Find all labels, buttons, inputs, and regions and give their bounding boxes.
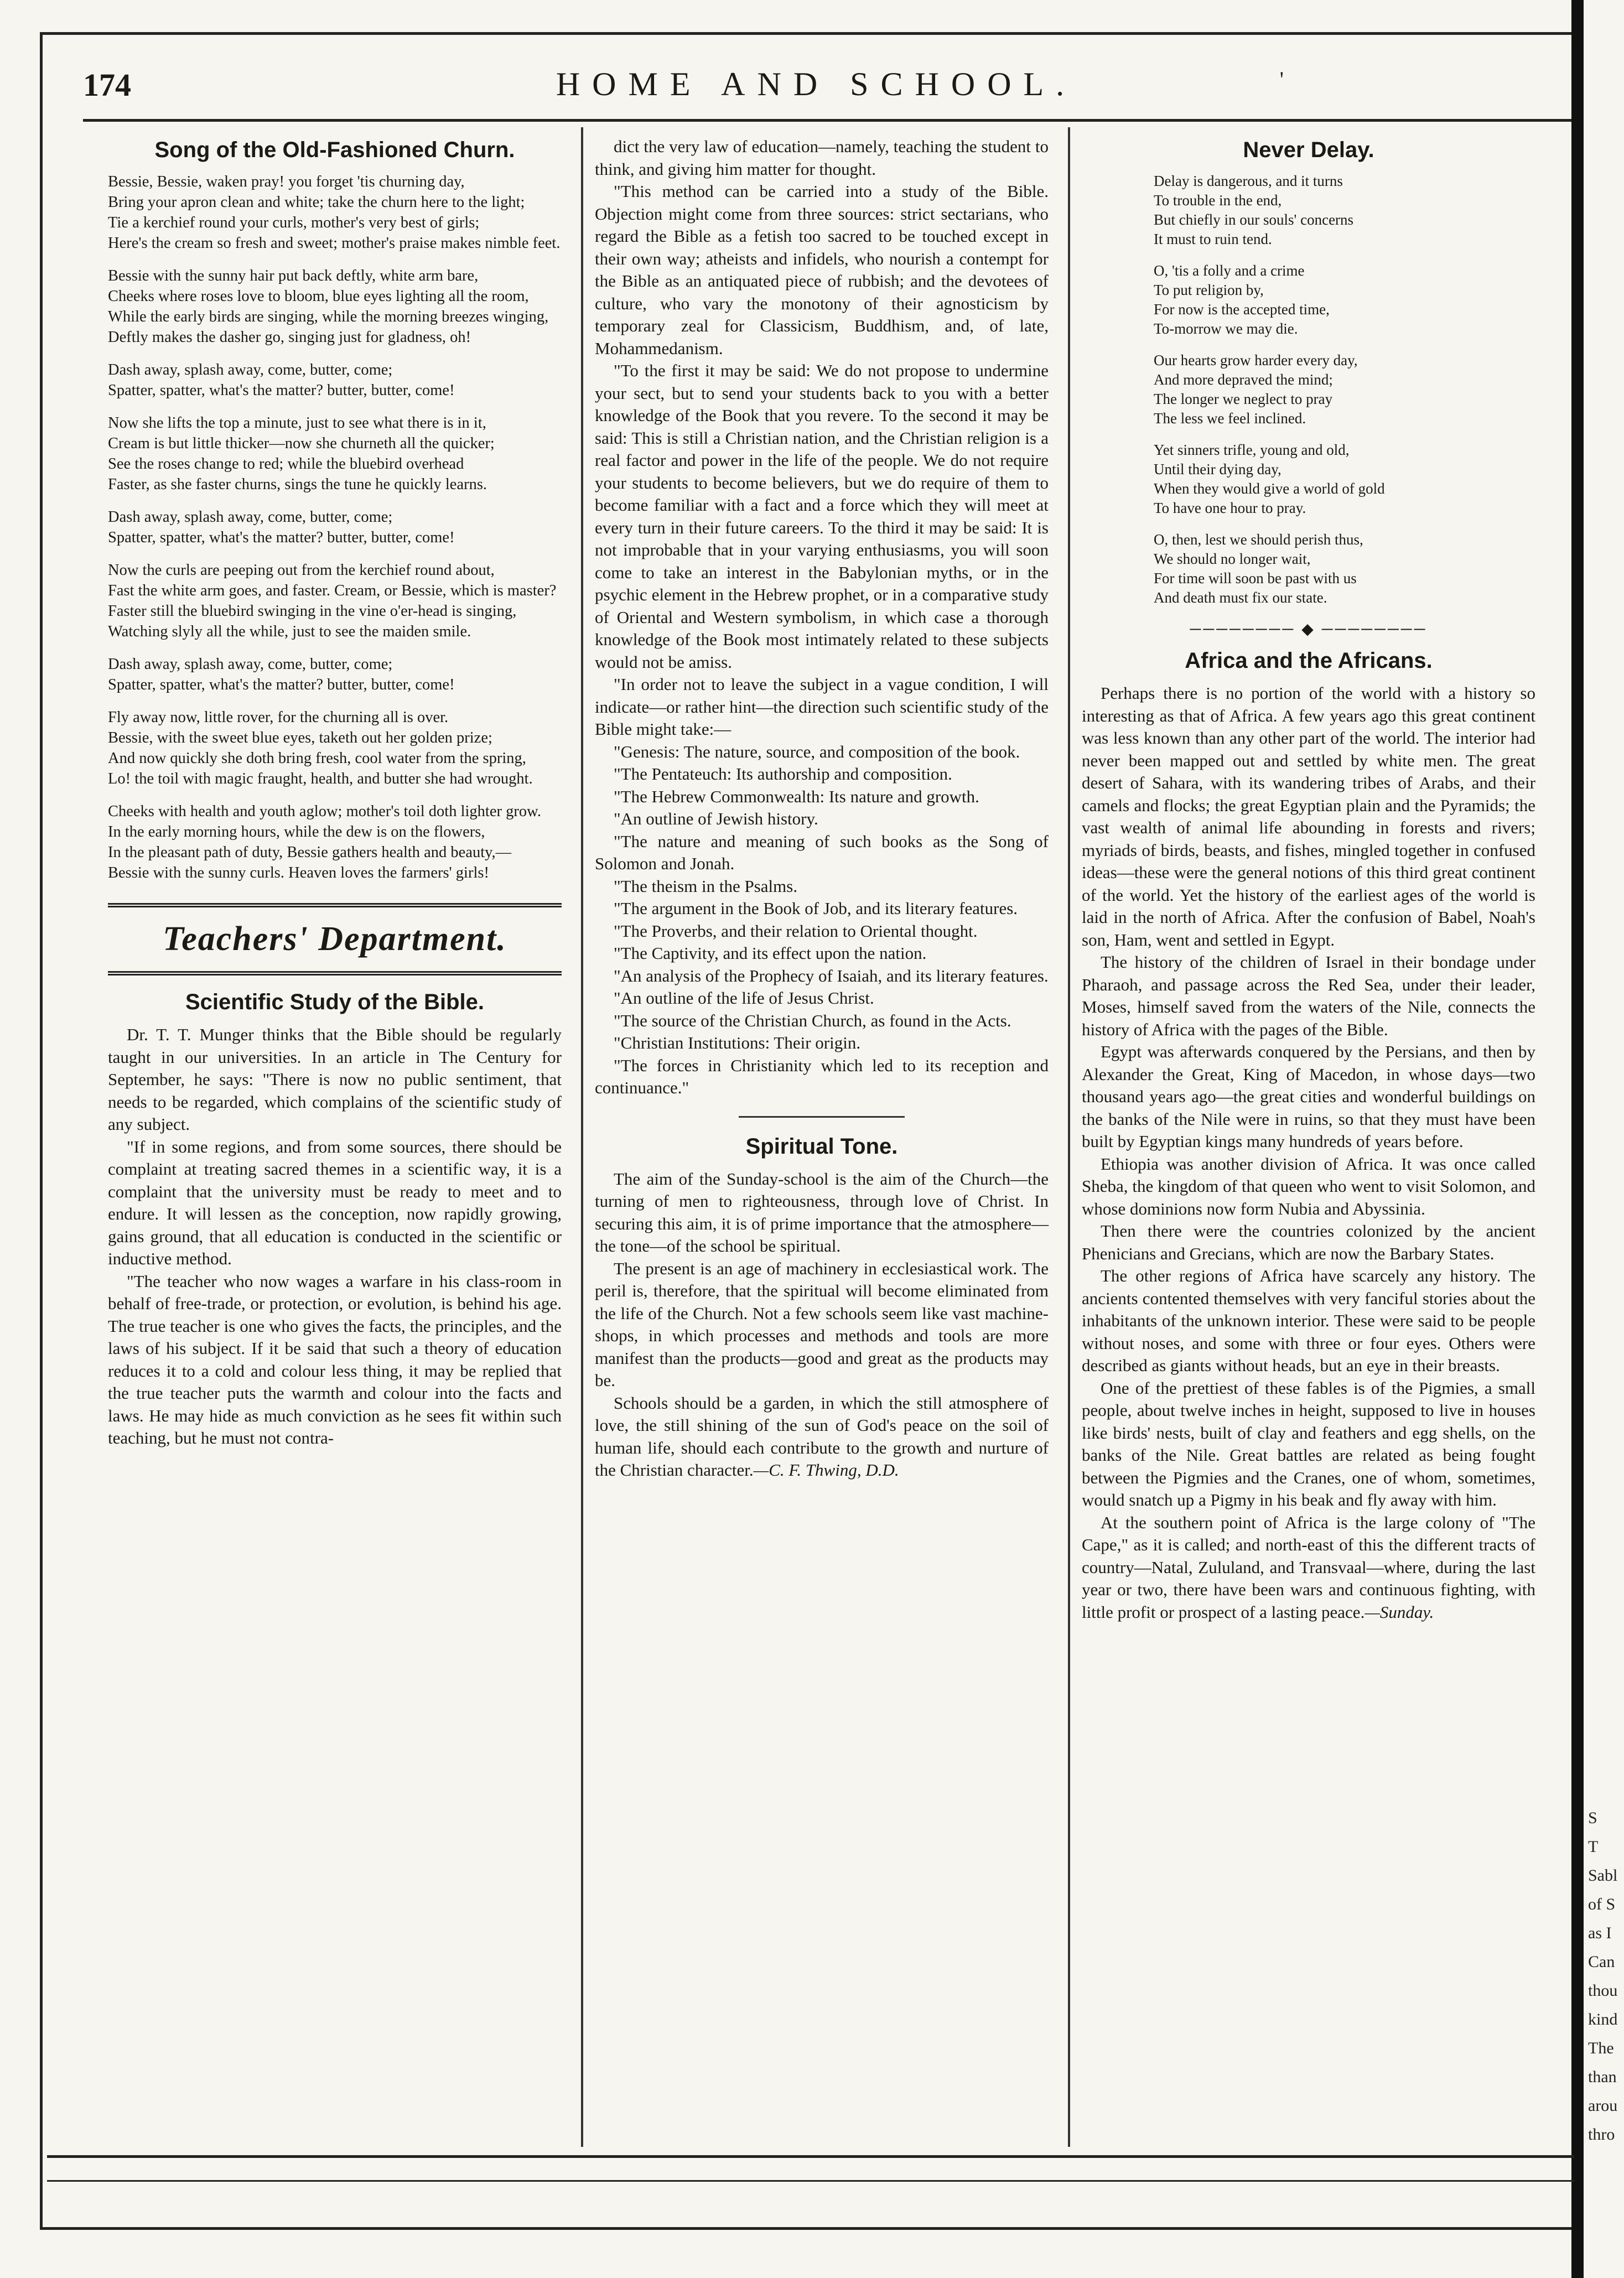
poem-line: Bessie, with the sweet blue eyes, taketh out her golden prize; [108, 729, 492, 746]
column-1 [108, 136, 562, 1450]
poem-line: Bessie with the sunny hair put back deftly, white arm bare, [108, 267, 479, 284]
page-header [83, 61, 1549, 111]
poem-line: Bessie, Bessie, waken pray! you forget 'tis churning day, [108, 173, 465, 190]
stanza [108, 413, 562, 495]
article-title: Spiritual Tone. [745, 1134, 898, 1159]
paragraph: "An outline of Jewish history. [614, 809, 818, 828]
paragraph: "This method can be carried into a study of the Bible. Objection might come from three sources: strict sectarians, who regard the Bible as a fetish too sacred to be touched except in their own way; atheists and infidels, who nourish a contempt for the Bible as an antiquated piece of rubbish; and the devotees of culture, who vary the monotony of their agnosticism by temporary zeal for Classicism, Buddhism, and, of late, Mohammedanism. [595, 181, 1049, 358]
paragraph: Then there were the countries colonized by the ancient Phenicians and Grecians, which are now the Barbary States. [1082, 1221, 1535, 1263]
poem-line: And more depraved the mind; [1154, 371, 1333, 388]
stanza [108, 172, 562, 253]
section-divider [739, 1116, 905, 1118]
paragraph: "An outline of the life of Jesus Christ. [614, 988, 874, 1008]
poem-line: See the roses change to red; while the bluebird overhead [108, 455, 464, 473]
edge-fragment: The [1588, 2039, 1614, 2057]
stanza [108, 507, 562, 548]
article-title: Scientific Study of the Bible. [185, 990, 485, 1014]
poem-line: And now quickly she doth bring fresh, cool water from the spring, [108, 750, 526, 767]
poem-line: Until their dying day, [1154, 461, 1281, 478]
column-2 [595, 136, 1049, 1482]
article-title: Africa and the Africans. [1185, 648, 1433, 673]
edge-fragment: Can [1588, 1953, 1615, 1971]
page-number: 174 [83, 67, 131, 103]
edge-fragment: as I [1588, 1924, 1612, 1942]
stanza [108, 654, 562, 695]
paragraph: "Christian Institutions: Their origin. [614, 1033, 861, 1052]
edge-fragment: thou [1588, 1981, 1618, 2000]
binding-edge [1571, 0, 1584, 2278]
poem-line: Bessie with the sunny curls. Heaven loves the farmers' girls! [108, 864, 489, 881]
paragraph: "The forces in Christianity which led to its reception and continuance." [595, 1055, 1049, 1097]
column-rule [581, 127, 583, 2147]
poem-line: Cheeks where roses love to bloom, blue eyes lighting all the room, [108, 288, 529, 305]
poem-line: Cheeks with health and youth aglow; mother's toil doth lighter grow. [108, 803, 541, 820]
paragraph: The history of the children of Israel in their bondage under Pharaoh, and passage across the Red Sea, under their leader, Moses, himself saved from the waters of the Nile, connects the history of Africa with the pages of the Bible. [1082, 952, 1535, 1039]
paragraph: Egypt was afterwards conquered by the Persians, and then by Alexander the Great, King of Macedon, in whose days—two thousand years ago—the great cities and wonderful buildings on the banks of the Nile were in ruins, so that they must have been built by Egyptian kings many hundreds of years before. [1082, 1042, 1535, 1151]
stanza [1154, 261, 1535, 339]
poem-line: We should no longer wait, [1154, 551, 1311, 567]
poem-line: To have one hour to pray. [1154, 500, 1306, 516]
topic-list [595, 741, 1049, 1099]
poem-title: Song of the Old-Fashioned Churn. [154, 138, 515, 162]
poem-line: For now is the accepted time, [1154, 301, 1330, 318]
poem-line: Now she lifts the top a minute, just to see what there is in it, [108, 414, 486, 432]
edge-fragment: S [1588, 1809, 1597, 1827]
edge-fragment: kind [1588, 2010, 1618, 2028]
stanza [108, 560, 562, 642]
paragraph: "In order not to leave the subject in a vague condition, I will indicate—or rather hint—the direction such scientific study of the Bible might take:— [595, 674, 1049, 739]
poem-line: Here's the cream so fresh and sweet; mother's praise makes nimble feet. [108, 235, 561, 252]
paragraph: "An analysis of the Prophecy of Isaiah, and its literary features. [614, 966, 1049, 985]
stanza [1154, 440, 1535, 518]
paragraph: dict the very law of education—namely, teaching the student to think, and giving him matter for thought. [595, 137, 1049, 179]
header-rule [83, 119, 1571, 122]
poem-line: The less we feel inclined. [1154, 410, 1306, 427]
poem-line: Faster still the bluebird swinging in the vine o'er-head is singing, [108, 603, 517, 620]
paragraph: Perhaps there is no portion of the world with a history so interesting as that of Africa. A few years ago this great continent was less known than any other part of the world. The interior had never been mapped out and settled by white men. The great desert of Sahara, with its wandering tribes of Arabs, and their camels and flocks; the great Egyptian plain and the Pyramids; the vast wealth of animal life abounding in forests and rivers; myriads of birds, beasts, and fishes, mingled together in confused ideas—these were the general notions of this third great continent of the world. Yet the history of the earliest ages of the world is laid in the north of Africa. After the confusion of Babel, Noah's son, Ham, went and settled in Egypt. [1082, 683, 1535, 949]
poem-line: When they would give a world of gold [1154, 480, 1385, 497]
stanza [108, 707, 562, 789]
adjacent-page-strip [1588, 1804, 1621, 2149]
poem-title: Never Delay. [1243, 138, 1374, 162]
paragraph: The present is an age of machinery in ecclesiastical work. The peril is, therefore, that the spiritual will become eliminated from the life of the Church. Not a few schools seem like vast machine-shops, in which processes and methods and tools are more manifest than the products—good and great as the products may be. [595, 1258, 1049, 1390]
paragraph: "The source of the Christian Church, as found in the Acts. [614, 1010, 1011, 1030]
edge-fragment: Sabl [1588, 1866, 1618, 1885]
paragraph: "The argument in the Book of Job, and its literary features. [614, 899, 1018, 918]
poem-line: Delay is dangerous, and it turns [1154, 173, 1343, 189]
stanza [108, 801, 562, 883]
paragraph: Dr. T. T. Munger thinks that the Bible should be regularly taught in our universities. In an article in The Century for September, he says: "There is now no public sentiment, that needs to be regarded, which complains of the scientific study of any subject. [108, 1025, 562, 1134]
department-heading: Teachers' Department. [108, 903, 562, 975]
article-continuation [595, 136, 1049, 741]
header-mark: ' [1279, 67, 1284, 92]
stanza [108, 266, 562, 347]
poem-line: To trouble in the end, [1154, 192, 1282, 209]
poem-line: In the early morning hours, while the dew is on the flowers, [108, 823, 485, 840]
paragraph: At the southern point of Africa is the large colony of "The Cape," as it is called; and north-east of this the different tracts of country—Natal, Zululand, and Transvaal—where, during the last year or two, there have been wars and continuous fighting, with little profit or prospect of a lasting peace.—Sunday. [1082, 1512, 1535, 1622]
poem-line: It must to ruin tend. [1154, 231, 1272, 247]
poem-line: Now the curls are peeping out from the kerchief round about, [108, 562, 495, 579]
poem-line: Our hearts grow harder every day, [1154, 352, 1358, 369]
paragraph: Schools should be a garden, in which the still atmosphere of love, the still shining of the sun of God's peace on the soil of human life, should each contribute to the growth and nurture of the Christian character.—C. F. Thwing, D.D. [595, 1393, 1049, 1480]
poem-line: While the early birds are singing, while the morning breezes winging, [108, 308, 549, 325]
paragraph: "The Pentateuch: Its authorship and composition. [614, 764, 952, 783]
edge-fragment: of S [1588, 1895, 1616, 1913]
edge-fragment: arou [1588, 2097, 1618, 2115]
stanza [1154, 530, 1535, 608]
stanza [108, 360, 562, 401]
paragraph: "To the first it may be said: We do not propose to undermine your sect, but to send your students back to you with a better knowledge of the Book that you revere. To the second it may be said: This is still a Christian nation, and the Christian religion is a real factor and power in the life of the people. We do not require your students to become believers, but we do require of them to become familiar with a fact and a force which they will meet at every turn in their future careers. To the third it may be said: It is not improbable that in your varying enthusiasms, you will soon come to take an interest in the Babylonian myths, or in the psychic element in the Hebrew prophet, or in a comparative study of Oriental and Western symbolism, in which case a thorough knowledge of the Book most intimately related to these subjects would not be amiss. [595, 361, 1049, 672]
article-body [108, 1024, 562, 1450]
paragraph: The other regions of Africa have scarcely any history. The ancients contented themselves with very fanciful stories about the inhabitants of the unknown interior. These were said to be people without noses, and some with three or four eyes. Others were described as giants without heads, but an eye in their breasts. [1082, 1266, 1535, 1375]
poem-line: In the pleasant path of duty, Bessie gathers health and beauty,— [108, 844, 512, 861]
poem-line: Faster, as she faster churns, sings the tune he quickly learns. [108, 476, 487, 493]
paragraph: Ethiopia was another division of Africa. It was once called Sheba, the kingdom of that queen who went to visit Solomon, and whose dominions now form Nubia and Abyssinia. [1082, 1154, 1535, 1218]
poem-line: Deftly makes the dasher go, singing just for gladness, oh! [108, 329, 471, 346]
edge-fragment: than [1588, 2068, 1617, 2086]
poem-line: For time will soon be past with us [1154, 570, 1357, 587]
poem-line: Dash away, splash away, come, butter, come; [108, 508, 393, 526]
edge-fragment: thro [1588, 2125, 1615, 2144]
poem-line: But chiefly in our souls' concerns [1154, 211, 1354, 228]
poem-line: O, then, lest we should perish thus, [1154, 531, 1363, 548]
paragraph: "The theism in the Psalms. [614, 876, 798, 896]
paragraph: "The nature and meaning of such books as the Song of Solomon and Jonah. [595, 831, 1049, 873]
running-title: HOME AND SCHOOL. [556, 66, 1077, 102]
attribution: —C. F. Thwing, D.D. [753, 1460, 899, 1480]
column-3 [1082, 136, 1535, 1623]
poem-line: O, 'tis a folly and a crime [1154, 262, 1305, 279]
edge-fragment: T [1588, 1838, 1599, 1856]
poem-line: Fly away now, little rover, for the churning all is over. [108, 709, 449, 726]
poem-line: Dash away, splash away, come, butter, come; [108, 656, 393, 673]
poem-line: To put religion by, [1154, 282, 1264, 298]
ornament-divider: ──────── ◆ ──────── [1190, 621, 1428, 638]
article-body [595, 1168, 1049, 1482]
poem-line: Spatter, spatter, what's the matter? butter, butter, come! [108, 676, 455, 693]
poem-line: Tie a kerchief round your curls, mother's very best of girls; [108, 214, 480, 231]
paragraph: One of the prettiest of these fables is of the Pigmies, a small people, about twelve inches in height, supposed to live in houses like birds' nests, built of clay and feathers and egg shells, on the banks of the Nile. Great battles are related as being fought between the Pigmies and the Cranes, one of whom, sometimes, would snatch up a Pigmy in his beak and fly away with him. [1082, 1378, 1535, 1509]
paragraph: "The teacher who now wages a warfare in his class-room in behalf of free-trade, or protection, or evolution, is behind his age. The true teacher is one who gives the facts, the principles, and the laws of his subject. If it be said that such a theory of education reduces it to a cold and colour less thing, it may be replied that the true teacher puts the warmth and colour into the facts and laws. He may hide as much conviction as he sees fit within such teaching, but he must not contra- [108, 1271, 562, 1447]
poem-line: Watching slyly all the while, just to see the maiden smile. [108, 623, 471, 640]
column-rule [1068, 127, 1070, 2147]
poem-line: The longer we neglect to pray [1154, 391, 1333, 407]
article-body [1082, 682, 1535, 1623]
poem-line: Lo! the toil with magic fraught, health, and butter she had wrought. [108, 770, 533, 787]
paragraph: "The Proverbs, and their relation to Oriental thought. [614, 921, 978, 941]
poem-body [1082, 172, 1535, 608]
paragraph: The aim of the Sunday-school is the aim of the Church—the turning of men to righteousness, through love of Christ. In securing this aim, it is of prime importance that the atmosphere—the tone—of the school be spiritual. [595, 1169, 1049, 1255]
poem-line: Yet sinners trifle, young and old, [1154, 442, 1350, 458]
poem-line: And death must fix our state. [1154, 589, 1327, 606]
poem-line: Cream is but little thicker—now she churneth all the quicker; [108, 435, 495, 452]
stanza [1154, 351, 1535, 428]
poem-line: Spatter, spatter, what's the matter? butter, butter, come! [108, 529, 455, 546]
poem-body [108, 172, 562, 883]
attribution: —Sunday. [1364, 1602, 1434, 1622]
paragraph: "If in some regions, and from some sources, there should be complaint at treating sacred themes in a scientific way, it is a complaint that the university must be ready to meet and to endure. It will lessen as the conception, now rapidly growing, gains ground, that all education is conducted in the scientific or inductive method. [108, 1137, 562, 1268]
stanza [1154, 172, 1535, 249]
poem-line: To-morrow we may die. [1154, 320, 1298, 337]
poem-line: Dash away, splash away, come, butter, come; [108, 361, 393, 378]
poem-line: Spatter, spatter, what's the matter? butter, butter, come! [108, 382, 455, 399]
poem-line: Fast the white arm goes, and faster. Cream, or Bessie, which is master? [108, 582, 557, 599]
diamond-ornament: ◆ [1301, 621, 1316, 638]
paragraph: "The Hebrew Commonwealth: Its nature and growth. [614, 786, 979, 806]
poem-line: Bring your apron clean and white; take the churn here to the light; [108, 194, 525, 211]
paragraph: "Genesis: The nature, source, and composition of the book. [614, 741, 1020, 761]
bottom-rule [47, 2155, 1574, 2182]
paragraph: "The Captivity, and its effect upon the nation. [614, 943, 927, 963]
